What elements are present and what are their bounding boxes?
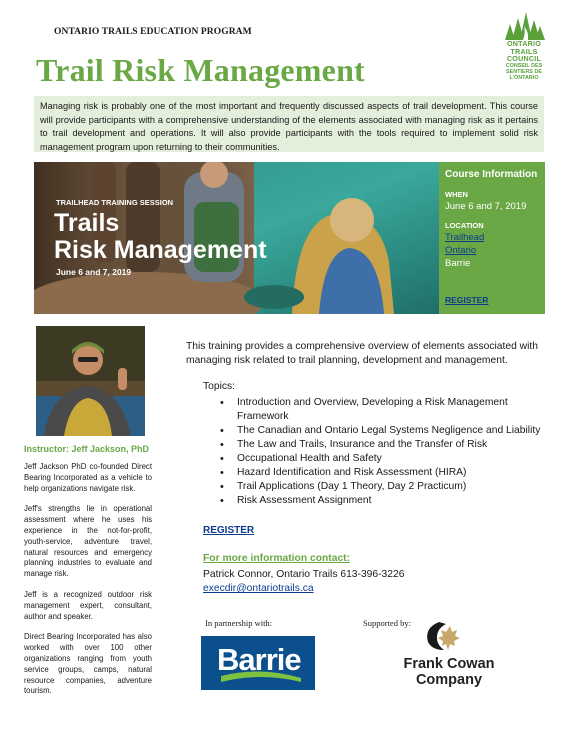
hero-date: June 6 and 7, 2019 xyxy=(56,267,132,277)
register-link-main[interactable]: REGISTER xyxy=(203,525,255,536)
frank-cowan-line2: Company xyxy=(415,672,483,688)
intro-paragraph: Managing risk is probably one of the most important and frequently discussed aspects of trail development. This course will provide participants with a comprehensive understanding of the elements associated with managing risk as it pertains to trail development and operations. It will also provide participants with the tools required to implement solid risk management program upon returning to their communities. xyxy=(34,96,544,152)
ontario-link[interactable]: Ontario xyxy=(445,245,477,256)
topics-title: Topics: xyxy=(203,381,236,392)
tree-icon xyxy=(502,10,546,40)
list-item: • Occupational Health and Safety xyxy=(217,452,547,466)
list-item: • The Law and Trails, Insurance and the Transfer of Risk xyxy=(217,438,547,452)
contact-section xyxy=(203,552,404,596)
bio-paragraph-4: Direct Bearing Incorporated has also worked with over 100 other organizations ranging from youth service groups, camps, natural resource companies, adventure tourism. xyxy=(24,632,152,696)
frank-cowan-logo xyxy=(384,618,514,688)
barrie-logo xyxy=(201,636,315,690)
logo-text-2: TRAILS xyxy=(510,46,538,56)
contact-person: Patrick Connor, Ontario Trails 613-396-3226 xyxy=(203,569,405,580)
contact-heading: For more information contact: xyxy=(203,553,351,564)
topics-list xyxy=(217,396,547,508)
hero-title-line1: Trails xyxy=(54,209,120,237)
logo-text-4: CONSEIL DES xyxy=(505,62,543,69)
location-label: LOCATION xyxy=(445,221,484,230)
when-label: WHEN xyxy=(445,190,468,199)
hero-session-label: TRAILHEAD TRAINING SESSION xyxy=(56,198,174,207)
frank-cowan-line1: Frank Cowan xyxy=(403,656,495,672)
bio-paragraph-2: Jeff's strengths lie in operational assessment where he uses his experience in the not-for-profit, youth-service, adventure travel, natural resources and emergency planning industries to evaluate and manage risk. xyxy=(24,504,152,579)
page-title: Trail Risk Management xyxy=(36,52,365,88)
barrie-logo-text: Barrie xyxy=(217,642,301,677)
location-city: Barrie xyxy=(445,258,471,269)
instructor-photo xyxy=(36,326,145,436)
logo-text-1: ONTARIO xyxy=(506,39,541,48)
frank-cowan-name xyxy=(384,656,514,688)
course-info-title: Course Information xyxy=(445,169,538,180)
logo-text-6: L'ONTARIO xyxy=(509,74,539,81)
program-name: ONTARIO TRAILS EDUCATION PROGRAM xyxy=(54,27,252,37)
list-item: • Risk Assessment Assignment xyxy=(217,494,547,508)
list-item: • Hazard Identification and Risk Assessment (HIRA) xyxy=(217,466,547,480)
list-item: • Trail Applications (Day 1 Theory, Day 2 Practicum) xyxy=(217,480,547,494)
hero-title-line2: Risk Management xyxy=(54,236,267,264)
contact-email-link[interactable]: execdir@ontariotrails.ca xyxy=(203,583,314,594)
when-value: June 6 and 7, 2019 xyxy=(445,201,527,212)
supported-label: Supported by: xyxy=(363,618,411,628)
instructor-heading: Instructor: Jeff Jackson, PhD xyxy=(24,444,150,454)
maple-leaf-icon xyxy=(384,618,514,654)
overview-section xyxy=(186,340,546,382)
overview-paragraph: This training provides a comprehensive overview of elements associated with managing risk related to trail planning, development and management. xyxy=(186,341,538,366)
partnership-label: In partnership with: xyxy=(205,618,273,628)
register-link-panel[interactable]: REGISTER xyxy=(445,295,489,305)
course-information-panel xyxy=(439,162,545,314)
instructor-bio xyxy=(24,444,152,707)
trailhead-link[interactable]: Trailhead xyxy=(445,232,485,243)
bio-paragraph-3: Jeff is a recognized outdoor risk management expert, consultant, author and speaker. xyxy=(24,589,152,621)
logo-text-3: COUNCIL xyxy=(506,54,542,63)
hero-banner xyxy=(34,162,439,314)
list-item: • The Canadian and Ontario Legal Systems Negligence and Liability xyxy=(217,424,547,438)
logo-text-5: SENTIERS DE xyxy=(506,68,542,75)
list-item: • Introduction and Overview, Developing a Risk Management Framework xyxy=(217,396,547,424)
ontario-trails-council-logo xyxy=(500,10,548,81)
bio-paragraph-1: Jeff Jackson PhD co-founded Direct Bearing Incorporated as a vehicle to help organizations navigate risk. xyxy=(24,462,152,493)
